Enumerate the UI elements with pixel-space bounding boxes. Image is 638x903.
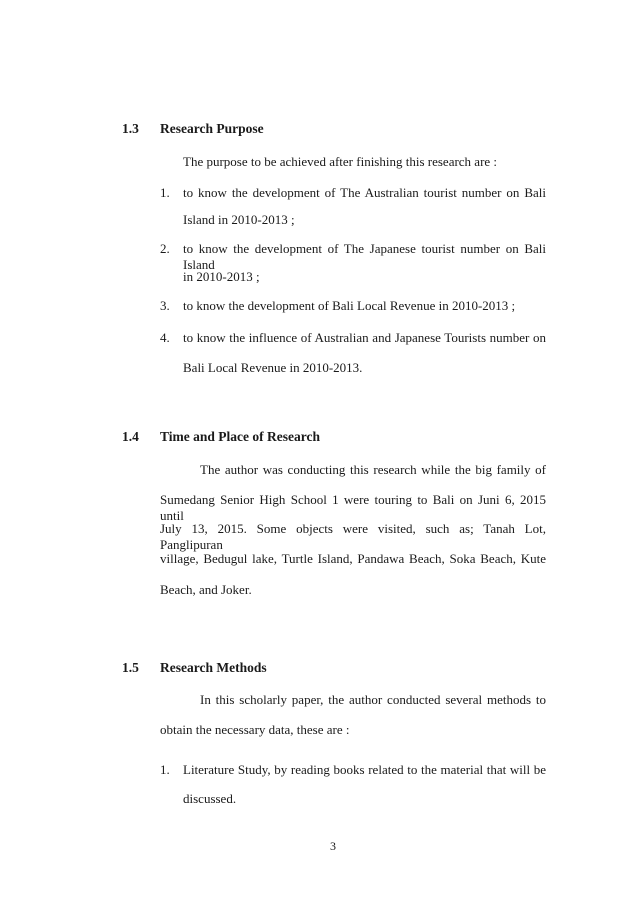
list-item-text: Literature Study, by reading books related to the material that will be [183, 762, 546, 777]
paragraph-line: Sumedang Senior High School 1 were touring to Bali on Juni 6, 2015 until [160, 492, 546, 523]
section-1-3-number: 1.3 [122, 121, 139, 136]
paragraph-line: The author was conducting this research while the big family of [200, 462, 546, 477]
list-item-text: to know the development of Bali Local Revenue in 2010-2013 ; [183, 298, 516, 313]
paragraph-line: July 13, 2015. Some objects were visited, such as; Tanah Lot, Panglipuran [160, 521, 546, 552]
list-item-marker: 2. [160, 241, 170, 256]
list-item-text-continuation: in 2010-2013 ; [183, 269, 260, 284]
section-1-5-title: Research Methods [160, 660, 267, 675]
section-1-3-intro: The purpose to be achieved after finishing this research are : [183, 154, 498, 169]
list-item-marker: 3. [160, 298, 170, 313]
list-item-text: to know the development of The Australian tourist number on Bali [183, 185, 546, 200]
section-1-5-number: 1.5 [122, 660, 139, 675]
list-item-text: to know the development of The Japanese tourist number on Bali Island [183, 241, 546, 272]
list-item-text-continuation: Island in 2010-2013 ; [183, 212, 295, 227]
list-item-marker: 4. [160, 330, 170, 345]
list-item-marker: 1. [160, 185, 170, 200]
section-1-4-title: Time and Place of Research [160, 429, 320, 444]
list-item-marker: 1. [160, 762, 170, 777]
list-item-text: to know the influence of Australian and Japanese Tourists number on [183, 330, 546, 345]
paragraph-line: obtain the necessary data, these are : [160, 722, 350, 737]
page-number: 3 [330, 839, 336, 853]
paragraph-line: Beach, and Joker. [160, 582, 252, 597]
list-item-text-continuation: discussed. [183, 791, 237, 806]
section-1-3-title: Research Purpose [160, 121, 264, 136]
section-1-4-number: 1.4 [122, 429, 139, 444]
list-item-text-continuation: Bali Local Revenue in 2010-2013. [183, 360, 363, 375]
paragraph-line: village, Bedugul lake, Turtle Island, Pandawa Beach, Soka Beach, Kute [160, 551, 546, 566]
paragraph-line: In this scholarly paper, the author conducted several methods to [200, 692, 546, 707]
